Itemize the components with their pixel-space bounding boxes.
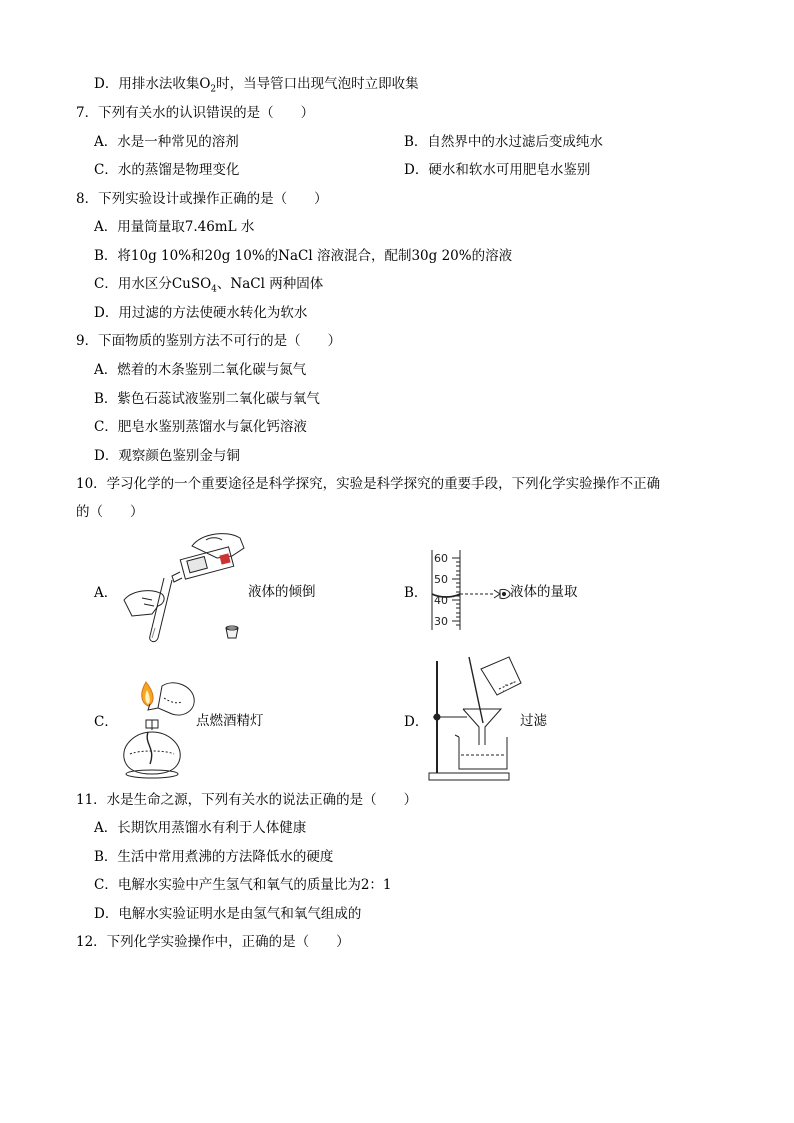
svg-text:50: 50 xyxy=(434,573,448,586)
fig-a-letter: A． xyxy=(94,585,118,601)
q9-option-b: B．紫色石蕊试液鉴别二氧化碳与氧气 xyxy=(94,391,320,407)
q7-stem: 7．下列有关水的认识错误的是（ ） xyxy=(76,105,315,121)
fig-a-caption: 液体的倾倒 xyxy=(248,584,316,600)
fig-b-letter: B． xyxy=(404,585,428,601)
svg-text:60: 60 xyxy=(434,552,448,565)
fig-c-caption: 点燃酒精灯 xyxy=(196,713,264,729)
q9-stem: 9．下面物质的鉴别方法不可行的是（ ） xyxy=(76,333,342,349)
q8-stem: 8．下列实验设计或操作正确的是（ ） xyxy=(76,191,328,207)
q9-option-d: D．观察颜色鉴别金与铜 xyxy=(94,448,240,464)
q8-option-c: C．用水区分CuSO$_4$、NaCl 两种固体 xyxy=(94,276,324,295)
q11-option-b: B．生活中常用煮沸的方法降低水的硬度 xyxy=(94,849,334,865)
q7-option-b: B．自然界中的水过滤后变成纯水 xyxy=(404,134,603,150)
fig-d-caption: 过滤 xyxy=(520,713,547,729)
fig-b-caption: 液体的量取 xyxy=(510,584,578,600)
cylinder-tick-labels xyxy=(434,552,448,628)
q11-option-d: D．电解水实验证明水是由氢气和氧气组成的 xyxy=(94,906,362,922)
q7-option-a: A．水是一种常见的溶剂 xyxy=(94,134,239,150)
fig-d-letter: D． xyxy=(404,714,429,730)
q8-option-b: B．将10g 10%和20g 10%的NaCl 溶液混合，配制30g 20%的溶液 xyxy=(94,248,513,264)
fig-c-letter: C． xyxy=(94,714,118,730)
q6-option-d: D．用排水法收集$O_2$时，当导管口出现气泡时立即收集 xyxy=(94,76,419,95)
q9-option-a: A．燃着的木条鉴别二氧化碳与氮气 xyxy=(94,362,307,378)
q10-stem-line1: 10．学习化学的一个重要途径是科学探究，实验是科学探究的重要手段，下列化学实验操作不正确 xyxy=(76,476,661,492)
q11-option-a: A．长期饮用蒸馏水有利于人体健康 xyxy=(94,820,307,836)
svg-text:30: 30 xyxy=(434,615,448,628)
filtration-illustration xyxy=(425,655,533,783)
q9-option-c: C．肥皂水鉴别蒸馏水与氯化钙溶液 xyxy=(94,419,307,435)
q10-stem-line2: 的（ ） xyxy=(76,504,144,520)
q11-stem: 11．水是生命之源，下列有关水的说法正确的是（ ） xyxy=(76,792,418,808)
measuring-cylinder-illustration xyxy=(424,546,514,634)
q7-option-c: C．水的蒸馏是物理变化 xyxy=(94,162,240,178)
q12-stem: 12．下列化学实验操作中，正确的是（ ） xyxy=(76,934,350,950)
alcohol-lamp-illustration xyxy=(118,674,200,784)
q8-option-a: A．用量筒量取7.46mL 水 xyxy=(94,219,255,235)
q11-option-c: C．电解水实验中产生氢气和氧气的质量比为2：1 xyxy=(94,877,392,893)
q7-option-d: D．硬水和软水可用肥皂水鉴别 xyxy=(404,162,591,178)
pouring-liquid-illustration xyxy=(122,528,252,646)
q8-option-d: D．用过滤的方法使硬水转化为软水 xyxy=(94,305,308,321)
svg-text:40: 40 xyxy=(434,594,448,607)
